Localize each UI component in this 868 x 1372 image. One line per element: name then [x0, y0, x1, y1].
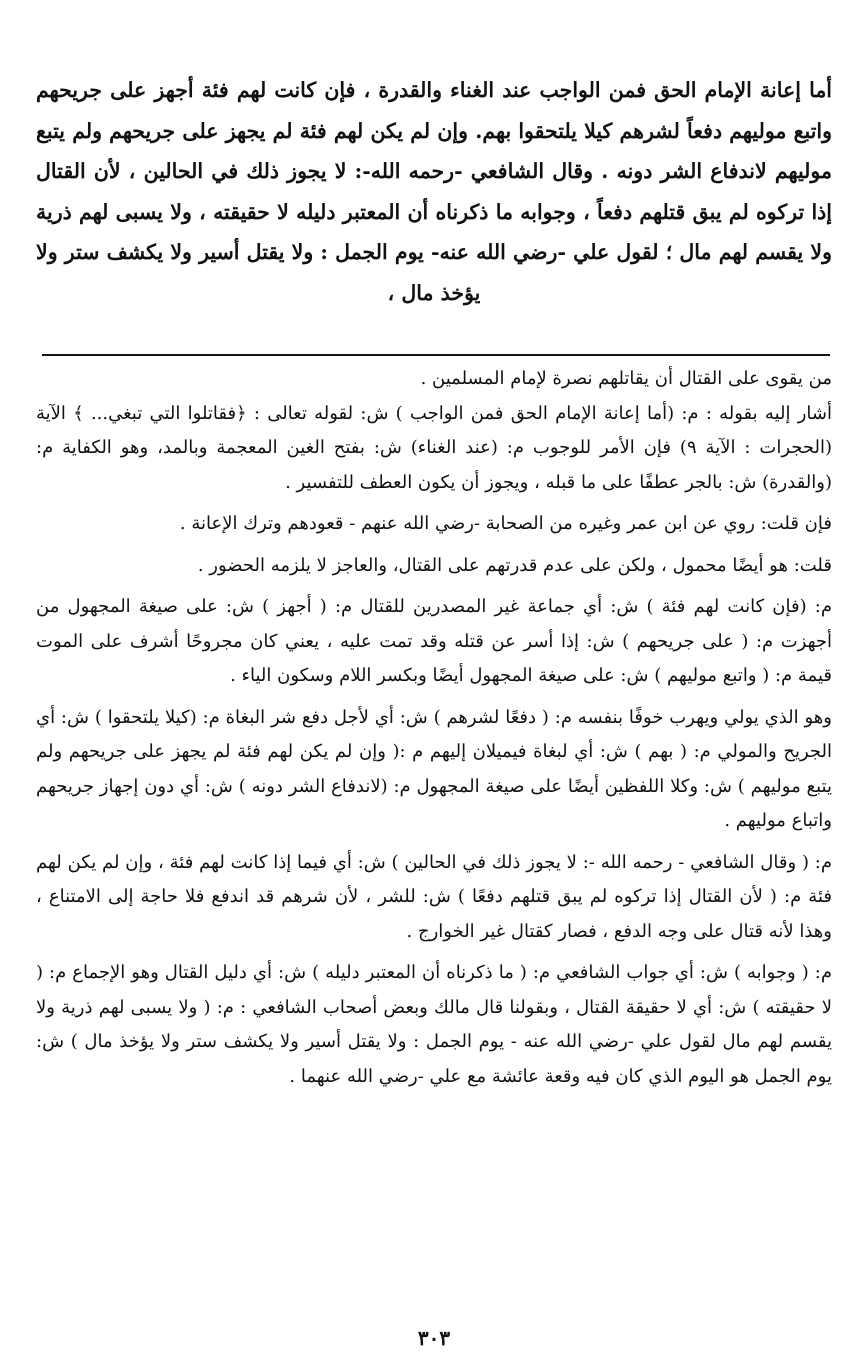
commentary-paragraph: فإن قلت: روي عن ابن عمر وغيره من الصحابة -رضي الله عنهم - قعودهم وترك الإعانة . [179, 513, 832, 534]
commentary-paragraph: م: ( وقال الشافعي - رحمه الله -: لا يجوز ذلك في الحالين ) ش: أي فيما إذا كانت لهم فئة ، وإن لم يكن لهم فئة م: ( لأن القتال إذا تركوه لم يبق قتلهم دفعًا ) ش: للشر ، لأن شرهم قد اندفع فلا حاجة إلى الامتناع ، وهذا لأنه قتال على وجه الدفع ، فصار كقتال غير الخوارج . [36, 851, 832, 942]
commentary-paragraph: قلت: هو أيضًا محمول ، ولكن على عدم قدرتهم على القتال، والعاجز لا يلزمه الحضور . [197, 554, 832, 576]
main-text-paragraph: أما إعانة الإمام الحق فمن الواجب عند الغناء والقدرة ، فإن كانت لهم فئة أجهز على جريحهم واتبع موليهم دفعاً لشرهم كيلا يلتحقوا بهم. وإن لم يكن لهم فئة لم يجهز على جريحهم ولم يتبع موليهم لاندفاع الشر دونه . وقال الشافعي -رحمه الله-: لا يجوز ذلك في الحالين ، لأن القتال إذا تركوه لم يبق قتلهم دفعاً ، وجوابه ما ذكرناه أن المعتبر دليله لا حقيقته ، ولا يسبى لهم ذرية ولا يقسم لهم مال ؛ لقول علي -رضي الله عنه- يوم الجمل : ولا يقتل أسير ولا يكشف ستر ولا يؤخذ مال ، [36, 78, 832, 305]
commentary-paragraph: م: (فإن كانت لهم فئة ) ش: أي جماعة غير المصدرين للقتال م: ( أجهز ) ش: على صيغة المجهول من أجهزت م: ( على جريحهم ) ش: إذا أسر عن قتله وقد تمت عليه ، يعني كان مجروحًا أشرف على الموت قيمة م: ( واتبع موليهم ) ش: على صيغة المجهول أيضًا وبكسر اللام وسكون الياء . [36, 596, 832, 686]
commentary-paragraph: م: ( وجوابه ) ش: أي جواب الشافعي م: ( ما ذكرناه أن المعتبر دليله ) ش: أي دليل القتال وهو الإجماع م: ( لا حقيقته ) ش: أي لا حقيقة القتال ، وبقولنا قال مالك وبعض أصحاب الشافعي : م: ( ولا يسبى لهم ذرية ولا يقسم لهم مال لقول علي -رضي الله عنه - يوم الجمل : ولا يقتل أسير ولا يكشف ستر ولا يؤخذ مال ) ش: يوم الجمل هو اليوم الذي كان فيه وقعة عائشة مع علي -رضي الله عنهما . [36, 962, 832, 1087]
commentary-paragraph: أشار إليه بقوله : م: (أما إعانة الإمام الحق فمن الواجب ) ش: لقوله تعالى : ﴿فقاتلوا التي تبغي... ﴾ الآية (الحجرات : الآية ٩) فإن الأمر للوجوب م: (عند الغناء) ش: بفتح الغين المعجمة وبالمد، وهو الكفاية م: (والقدرة) ش: بالجر عطفًا على ما قبله ، ويجوز أن يكون العطف للتفسير . [36, 402, 832, 493]
commentary-section [36, 362, 832, 1094]
commentary-paragraph: وهو الذي يولي ويهرب خوفًا بنفسه م: ( دفعًا لشرهم ) ش: أي لأجل دفع شر البغاة م: (كيلا يلتحقوا ) ش: أي الجريح والمولي م: ( بهم ) ش: أي لبغاة فيميلان إليهم م :( وإن لم يكن لهم فئة لم يجهز على جريحهم ولم يتبع موليهم ) ش: وكلا اللفظين أيضًا على صيغة المجهول م: (لاندفاع الشر دونه ) ش: أي دون إجهاز جريحهم واتباع موليهم . [36, 706, 832, 831]
page-number: ٣٠٣ [417, 1326, 451, 1350]
footnote-divider [42, 354, 830, 356]
commentary-paragraph: من يقوى على القتال أن يقاتلهم نصرة لإمام المسلمين . [420, 368, 832, 389]
